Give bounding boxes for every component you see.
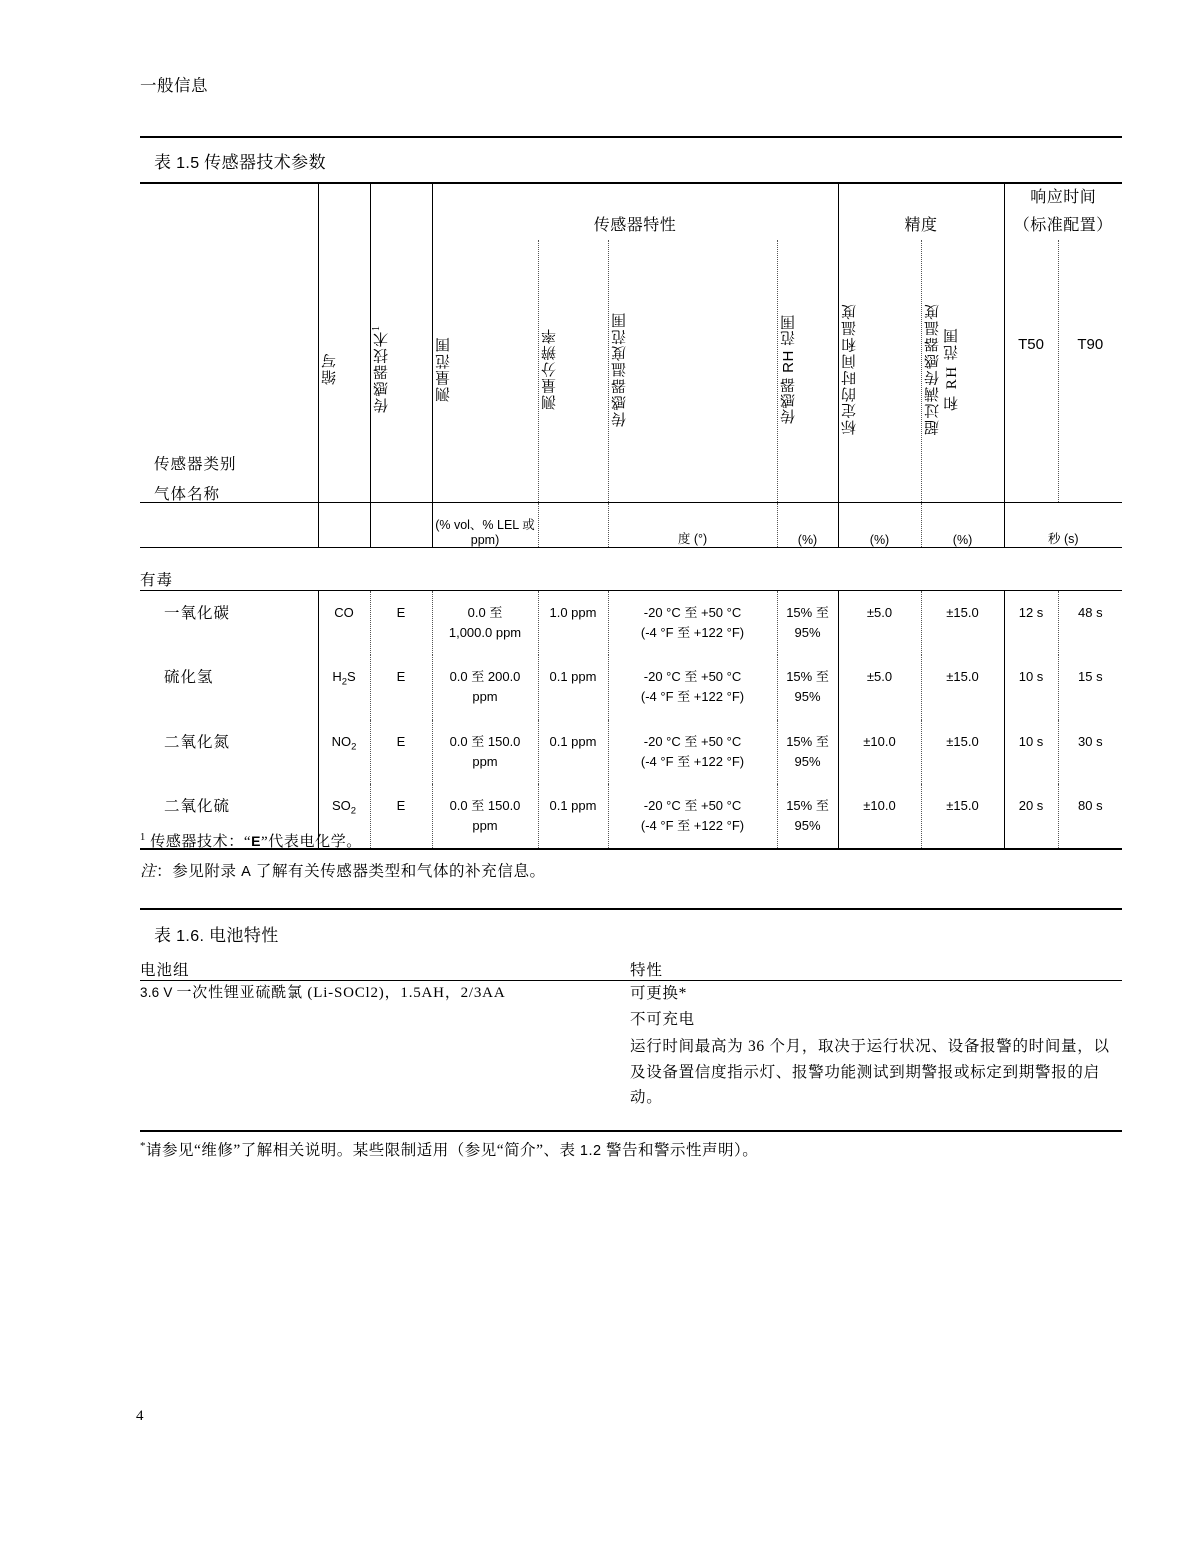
table-1-6 <box>140 958 1122 1111</box>
table-1-6-header-row <box>140 958 1122 981</box>
col-header-measuring-range-label: 测量范围 <box>435 336 452 402</box>
cell-rh-range <box>777 720 838 784</box>
col-header-measuring-range <box>432 240 538 503</box>
footnote-1-text-a: 传感器技术：“ <box>150 834 252 850</box>
units-over-full-range: (%) <box>921 503 1004 548</box>
cell-temperature-range <box>608 720 777 784</box>
table-1-5-caption <box>140 138 1122 182</box>
running-header: 一般信息 <box>140 76 208 95</box>
cell-measuring-range-line1: 0.0 至 150.0 <box>449 797 521 813</box>
footnote-star-marker: * <box>140 1139 146 1152</box>
cell-t50: 10 s <box>1004 720 1058 784</box>
table-1-5-units-row <box>140 503 1122 548</box>
table-1-6-caption <box>140 910 1122 958</box>
group-header-sensor-characteristics: 传感器特性 <box>432 183 838 240</box>
cell-resolution: 0.1 ppm <box>538 720 608 784</box>
footnote-star-table-ref: 1.2 <box>579 1143 602 1159</box>
col-header-abbreviation <box>318 183 370 503</box>
group-header-response-time-line2: （标准配置） <box>1013 217 1113 234</box>
cell-temperature-range-line1: -20 °C 至 +50 °C <box>643 797 742 813</box>
footnote-star-text-a: 请参见“维修”了解相关说明。某些限制适用（参见“简介”、表 <box>146 1142 580 1159</box>
page-number: 4 <box>136 1408 144 1424</box>
characteristic-runtime: 运行时间最高为 36 个月，取决于运行状况、设备报警的时间量，以及设备置信度指示灯、报警功能测试到期警报或标定到期警报的启动。 <box>630 1038 1110 1107</box>
cell-rh-range <box>777 591 838 656</box>
cell-abbreviation: $SO_2$ <box>318 784 370 849</box>
cell-battery-pack-voltage: 3.6 V <box>140 985 173 1000</box>
footnote-note-label: 注 <box>140 863 157 880</box>
group-header-response-time <box>1004 183 1122 240</box>
footnote-note-appendix-ref: A <box>241 864 252 880</box>
cell-rh-range-line2: 95% <box>794 689 821 705</box>
cell-rh-range-line1: 15% 至 <box>786 733 829 749</box>
cell-measuring-range-line2: ppm <box>472 753 498 769</box>
cell-gas-name: 二氧化硫 <box>140 784 318 849</box>
cell-battery-pack <box>140 981 630 1111</box>
cell-accuracy-over-range: ±15.0 <box>921 720 1004 784</box>
cell-temperature-range-line1: -20 °C 至 +50 °C <box>643 733 742 749</box>
table-row <box>140 591 1122 656</box>
group-label-toxic: 有毒 <box>140 548 1122 591</box>
table-1-5-group-header-row <box>140 183 1122 240</box>
col-header-over-full-range-label-2: 和 RH 范围 <box>943 327 960 411</box>
characteristic-replaceable: 可更换* <box>630 985 688 1002</box>
table-1-5-block <box>140 136 1122 850</box>
col-header-measuring-resolution-label: 测量分辨率 <box>541 327 558 411</box>
header-battery-pack: 电池组 <box>140 958 630 981</box>
cell-technology: E <box>370 591 432 656</box>
col-header-abbreviation-label: 缩写 <box>321 352 338 386</box>
table-1-5-group-label-row <box>140 548 1122 591</box>
footnote-1-text-e: E <box>251 833 262 849</box>
cell-t90: 80 s <box>1058 784 1122 849</box>
header-characteristics: 特性 <box>630 958 1122 981</box>
cell-gas-name: 一氧化碳 <box>164 605 231 622</box>
cell-accuracy-over-range: ±15.0 <box>921 591 1004 656</box>
table-1-5-footnotes <box>140 826 1122 881</box>
cell-temperature-range-line1: -20 °C 至 +50 °C <box>643 605 742 620</box>
cell-measuring-range-line2: 1,000.0 ppm <box>448 625 522 641</box>
cell-measuring-range-line1: 0.0 至 150.0 <box>449 733 521 749</box>
table-1-6-bottom-rule <box>140 1130 1122 1132</box>
footnote-note <box>140 851 1122 881</box>
group-header-accuracy: 精度 <box>838 183 1004 240</box>
col-header-sensor-temperature-range <box>608 240 777 503</box>
units-stub <box>140 503 318 548</box>
cell-temperature-range-line2: (-4 °F 至 +122 °F) <box>640 625 745 641</box>
cell-temperature-range <box>608 591 777 656</box>
cell-resolution: 0.1 ppm <box>538 655 608 719</box>
cell-battery-pack-desc: 一次性锂亚硫酰氯 (Li-SOCl2)，1.5AH，2/3AA <box>176 985 506 1001</box>
cell-temperature-range-line2: (-4 °F 至 +122 °F) <box>640 817 745 833</box>
cell-gas-name: 二氧化氮 <box>164 733 231 751</box>
cell-t90: 15 s <box>1058 655 1122 719</box>
units-sensor-temperature-range: 度 (°) <box>608 503 777 548</box>
cell-resolution: 1.0 ppm <box>538 591 608 656</box>
cell-abbreviation: $H_2S$ <box>318 655 370 719</box>
table-1-6-caption-title: 电池特性 <box>209 926 279 945</box>
col-header-sensor-rh-range-label: 传感器 RH 范围 <box>779 314 797 424</box>
cell-measuring-range-line2: ppm <box>472 689 498 705</box>
cell-measuring-range <box>432 655 538 719</box>
units-abbreviation <box>318 503 370 548</box>
table-row <box>140 720 1122 784</box>
table-row <box>140 655 1122 719</box>
cell-t50: 12 s <box>1004 591 1058 656</box>
col-header-sensor-technology <box>370 183 432 503</box>
cell-t90: 30 s <box>1058 720 1122 784</box>
cell-measuring-range <box>432 720 538 784</box>
cell-rh-range-line1: 15% 至 <box>786 669 829 685</box>
table-1-6-block <box>140 908 1122 1111</box>
footnote-1 <box>140 826 1122 851</box>
col-header-t50: T50 <box>1004 240 1058 503</box>
footnote-star-text-b: 警告和警示性声明）。 <box>601 1142 759 1159</box>
characteristic-non-rechargeable: 不可充电 <box>630 1010 695 1028</box>
table-1-6-caption-prefix: 表 <box>154 926 172 945</box>
cell-accuracy-over-range: ±15.0 <box>921 784 1004 849</box>
cell-technology: E <box>370 655 432 719</box>
cell-temperature-range-line2: (-4 °F 至 +122 °F) <box>640 689 745 705</box>
col-header-t90: T90 <box>1058 240 1122 503</box>
cell-technology: E <box>370 784 432 849</box>
cell-rh-range-line1: 15% 至 <box>786 797 829 813</box>
table-1-5-caption-title: 传感器技术参数 <box>204 153 326 172</box>
footnote-1-marker: 1 <box>140 832 146 843</box>
cell-accuracy-calibrated: ±10.0 <box>838 784 921 849</box>
col-header-calibrated-time-temp-label: 标定的时间和温度 <box>841 303 858 435</box>
footnote-note-text-b: 了解有关传感器类型和气体的补充信息。 <box>251 863 546 880</box>
footnote-note-text-a: ：参见附录 <box>156 863 242 880</box>
table-1-5-caption-number: 1.5 <box>176 155 200 172</box>
cell-abbreviation: CO <box>318 591 370 656</box>
col-header-measuring-resolution <box>538 240 608 503</box>
group-header-response-time-line1: 响应时间 <box>1030 189 1097 206</box>
cell-t50: 20 s <box>1004 784 1058 849</box>
cell-rh-range <box>777 655 838 719</box>
stub-header-line1: 传感器类别 <box>154 456 237 473</box>
cell-measuring-range-line2: ppm <box>472 817 498 833</box>
cell-gas-name: 硫化氢 <box>164 669 214 687</box>
table-1-5-caption-prefix: 表 <box>154 153 172 172</box>
stub-header-cell <box>140 183 318 503</box>
col-header-sensor-temperature-range-label: 传感器温度范围 <box>611 311 628 427</box>
col-header-sensor-technology-label: 传感器技术 1 <box>370 324 390 414</box>
col-header-over-full-range <box>921 240 1004 503</box>
units-response-time: 秒 (s) <box>1004 503 1122 548</box>
col-header-calibrated-time-temp <box>838 240 921 503</box>
cell-t50: 10 s <box>1004 655 1058 719</box>
col-header-over-full-range-label: 超过满传感器温度 <box>924 303 941 435</box>
footnote-marker-1: 1 <box>370 324 382 331</box>
cell-temperature-range-line1: -20 °C 至 +50 °C <box>643 669 742 685</box>
col-header-sensor-rh-range <box>777 240 838 503</box>
cell-rh-range-line2: 95% <box>794 753 821 769</box>
cell-resolution: 0.1 ppm <box>538 784 608 849</box>
cell-rh-range-line2: 95% <box>794 817 821 833</box>
units-sensor-technology <box>370 503 432 548</box>
table-1-6-footnote <box>140 1130 1122 1160</box>
cell-measuring-range-line1: 0.0 至 200.0 <box>449 669 521 685</box>
cell-abbreviation: $NO_2$ <box>318 720 370 784</box>
units-measuring-range: (% vol、% LEL 或 ppm) <box>432 503 538 548</box>
cell-accuracy-calibrated: ±10.0 <box>838 720 921 784</box>
table-1-5 <box>140 182 1122 850</box>
cell-technology: E <box>370 720 432 784</box>
units-calibrated-time-temp: (%) <box>838 503 921 548</box>
cell-characteristics <box>630 981 1122 1111</box>
cell-t90: 48 s <box>1058 591 1122 656</box>
cell-measuring-range <box>432 591 538 656</box>
table-1-6-body-row <box>140 981 1122 1111</box>
footnote-1-text-b: ”代表电化学。 <box>261 834 362 850</box>
stub-header-line2: 气体名称 <box>154 486 221 503</box>
cell-rh-range-line1: 15% 至 <box>786 605 829 620</box>
table-1-6-caption-number: 1.6. <box>176 928 205 945</box>
cell-temperature-range-line2: (-4 °F 至 +122 °F) <box>640 753 745 769</box>
cell-accuracy-over-range: ±15.0 <box>921 655 1004 719</box>
cell-measuring-range-line1: 0.0 至 <box>467 605 503 620</box>
units-measuring-resolution <box>538 503 608 548</box>
units-sensor-rh-range: (%) <box>777 503 838 548</box>
cell-temperature-range <box>608 655 777 719</box>
cell-rh-range-line2: 95% <box>794 625 821 641</box>
cell-accuracy-calibrated: ±5.0 <box>838 655 921 719</box>
cell-accuracy-calibrated: ±5.0 <box>838 591 921 656</box>
